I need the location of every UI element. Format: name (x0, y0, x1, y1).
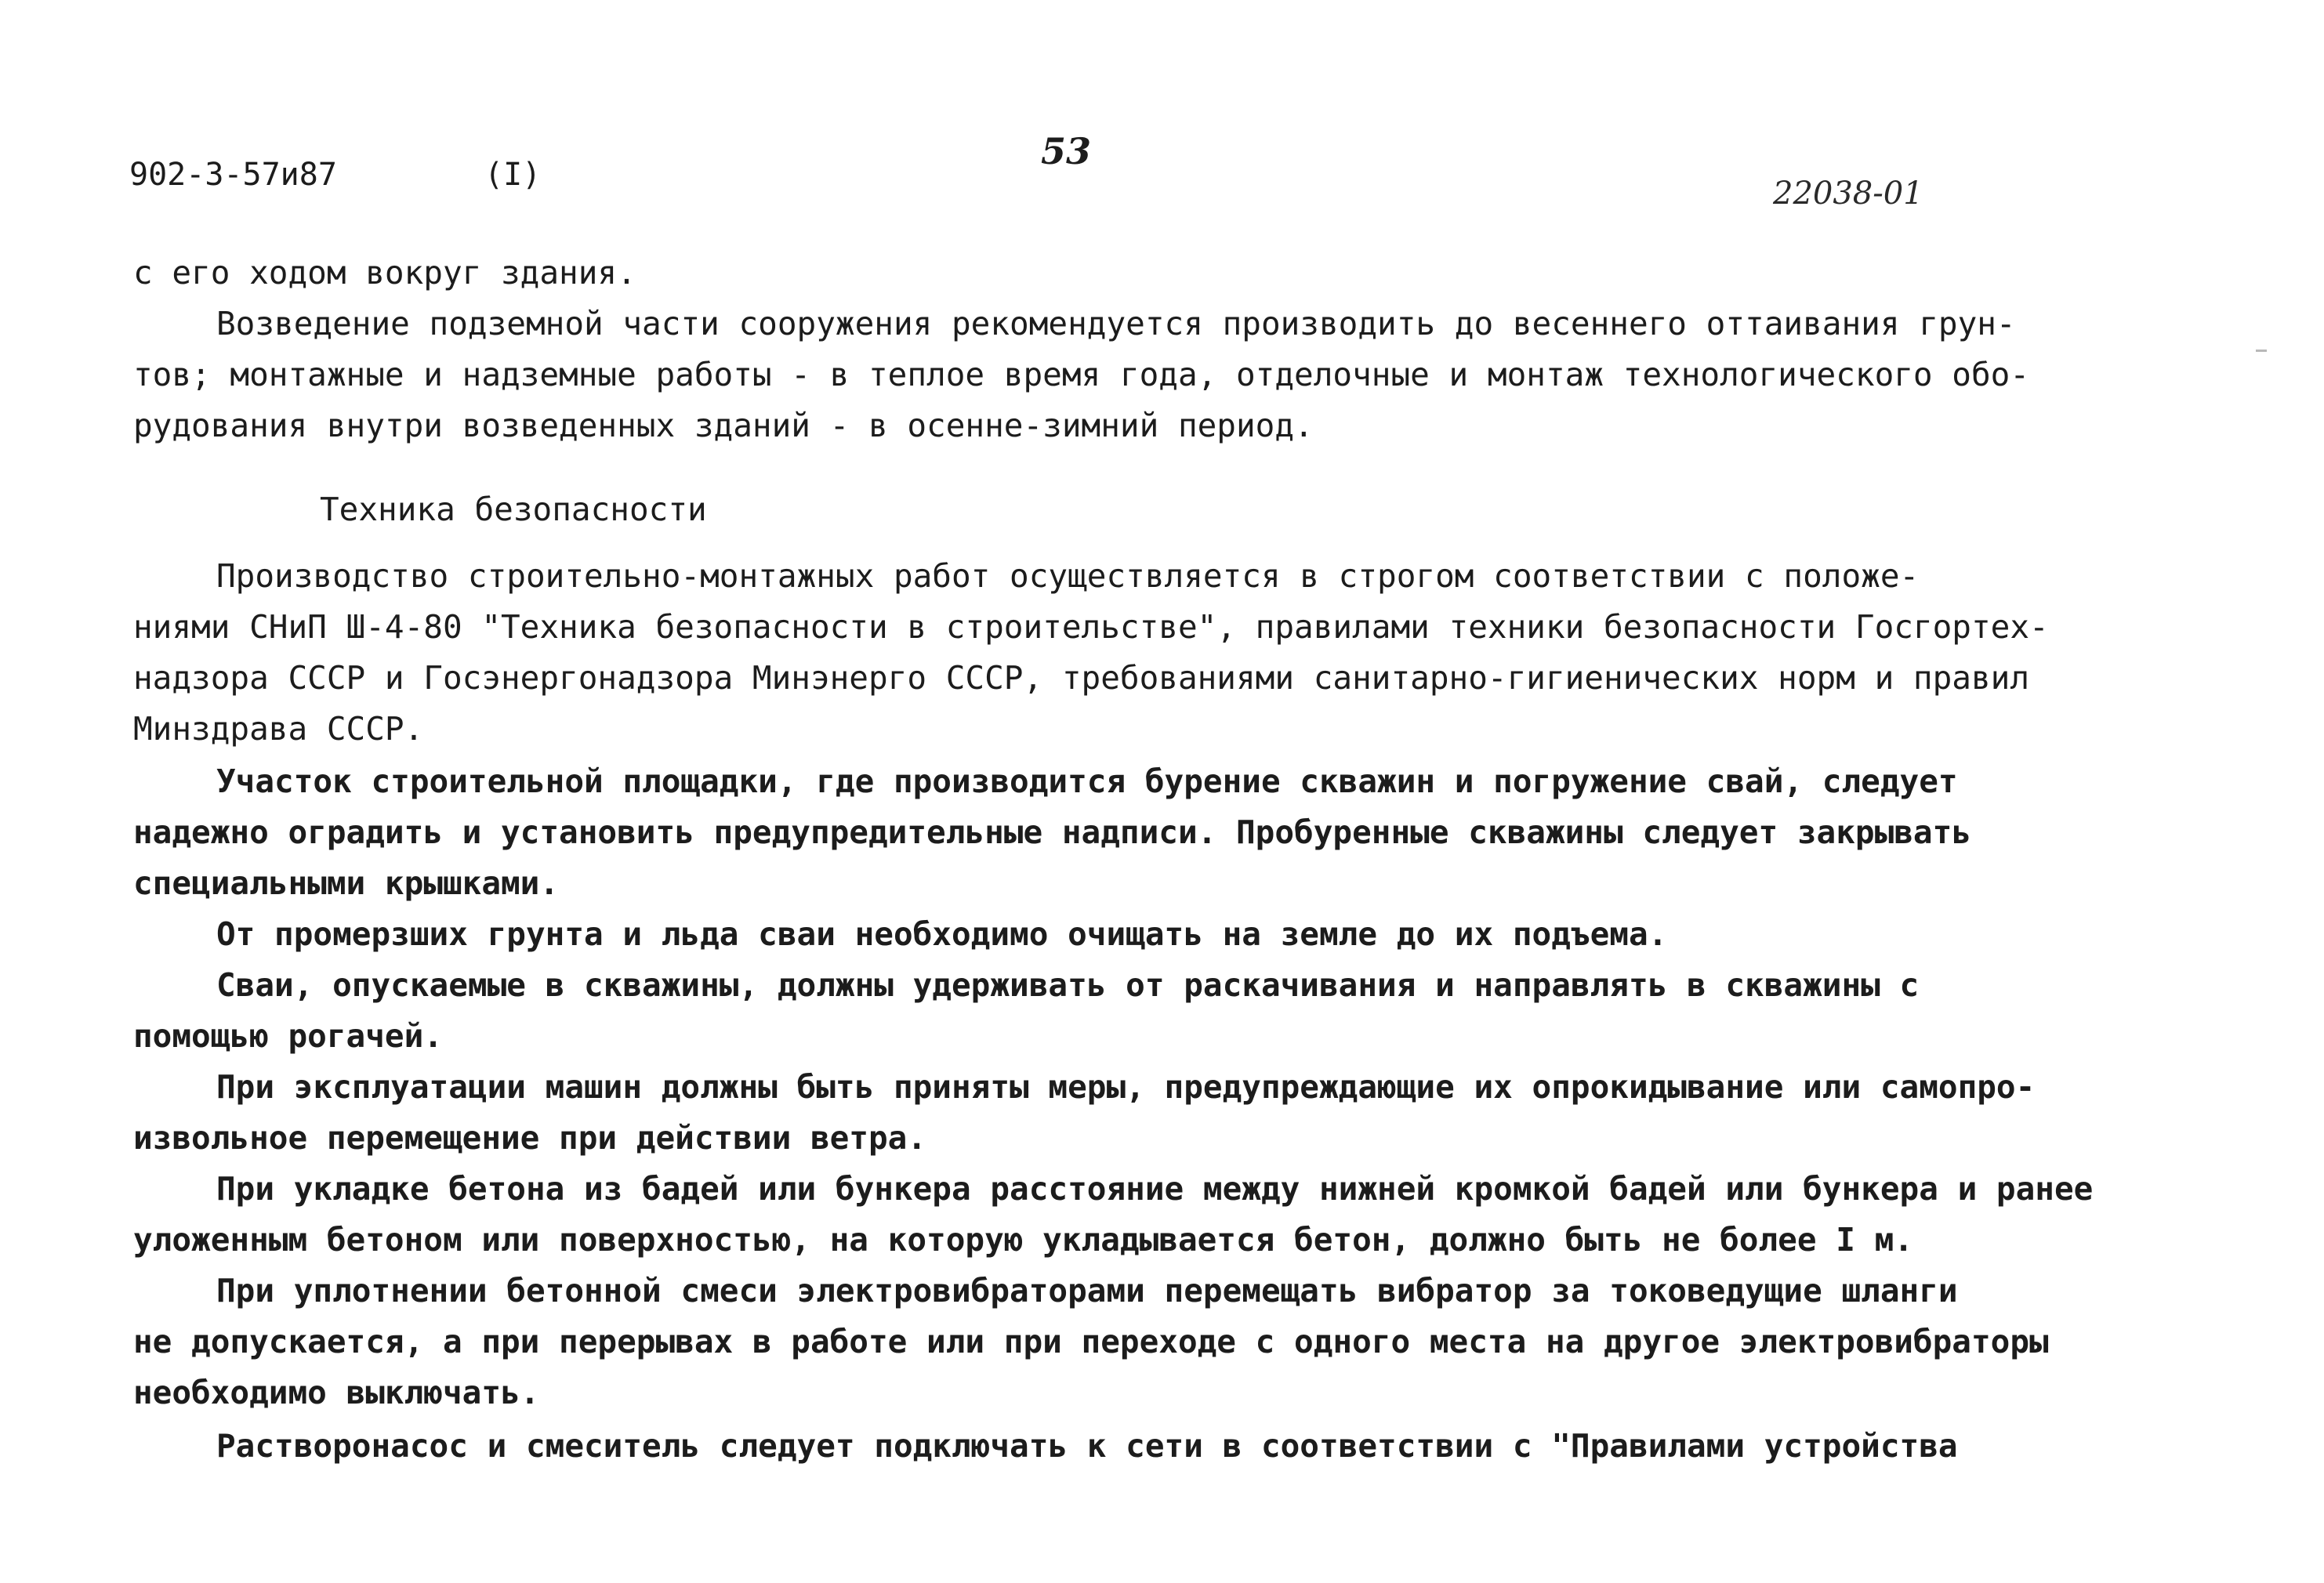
text-line: с его ходом вокруг здания. (133, 254, 636, 292)
text-line: Участок строительной площадки, где производится бурение скважин и погружение свай, следует (216, 763, 1958, 800)
text-line: Минздрава СССР. (133, 710, 424, 748)
text-line: не допускается, а при перерывах в работе или при переходе с одного места на другое электровибраторы (133, 1323, 2049, 1360)
text-line: надежно оградить и установить предупредительные надписи. Пробуренные скважины следует закрывать (133, 813, 1971, 851)
text-line: При эксплуатации машин должны быть приняты меры, предупреждающие их опрокидывание или самопро- (216, 1068, 2036, 1106)
doc-code: 902-3-57и87 (129, 157, 337, 193)
text-line: тов; монтажные и надземные работы - в теплое время года, отделочные и монтаж технологического обо- (133, 356, 2030, 393)
text-line: От промерзших грунта и льда сваи необходимо очищать на земле до их подъема. (216, 915, 1668, 953)
text-line: надзора СССР и Госэнергонадзора Минэнерго СССР, требованиями санитарно-гигиенических норм и правил (133, 659, 2030, 697)
scan-artifact (2256, 350, 2267, 352)
text-line: рудования внутри возведенных зданий - в осенне-зимний период. (133, 407, 1314, 444)
text-line: ниями СНиП Ш-4-80 "Техника безопасности в строительстве", правилами техники безопасности Госгортех- (133, 608, 2049, 646)
text-line: Растворонасос и смеситель следует подключать к сети в соответствии с "Правилами устройства (216, 1427, 1958, 1465)
text-line: уложенным бетоном или поверхностью, на которую укладывается бетон, должно быть не более I м. (133, 1221, 1913, 1259)
archive-number: 22038-01 (1773, 176, 1923, 212)
text-line: помощью рогачей. (133, 1017, 443, 1055)
text-line: При укладке бетона из бадей или бункера расстояние между нижней кромкой бадей или бункера и ранее (216, 1170, 2094, 1208)
text-line: Сваи, опускаемые в скважины, должны удерживать от раскачивания и направлять в скважины с (216, 966, 1920, 1004)
text-line: специальными крышками. (133, 864, 560, 902)
page-number: 53 (1041, 130, 1092, 172)
text-line: Производство строительно-монтажных работ осуществляется в строгом соответствии с положе- (216, 557, 1920, 595)
doc-part: (I) (484, 157, 542, 193)
text-line: извольное перемещение при действии ветра. (133, 1119, 927, 1157)
text-line: необходимо выключать. (133, 1374, 540, 1411)
text-line: Возведение подземной части сооружения рекомендуется производить до весеннего оттаивания грун- (216, 305, 2016, 342)
text-line: При уплотнении бетонной смеси электровибраторами перемещать вибратор за токоведущие шланги (216, 1272, 1958, 1310)
section-heading: Техника безопасности (320, 491, 707, 528)
